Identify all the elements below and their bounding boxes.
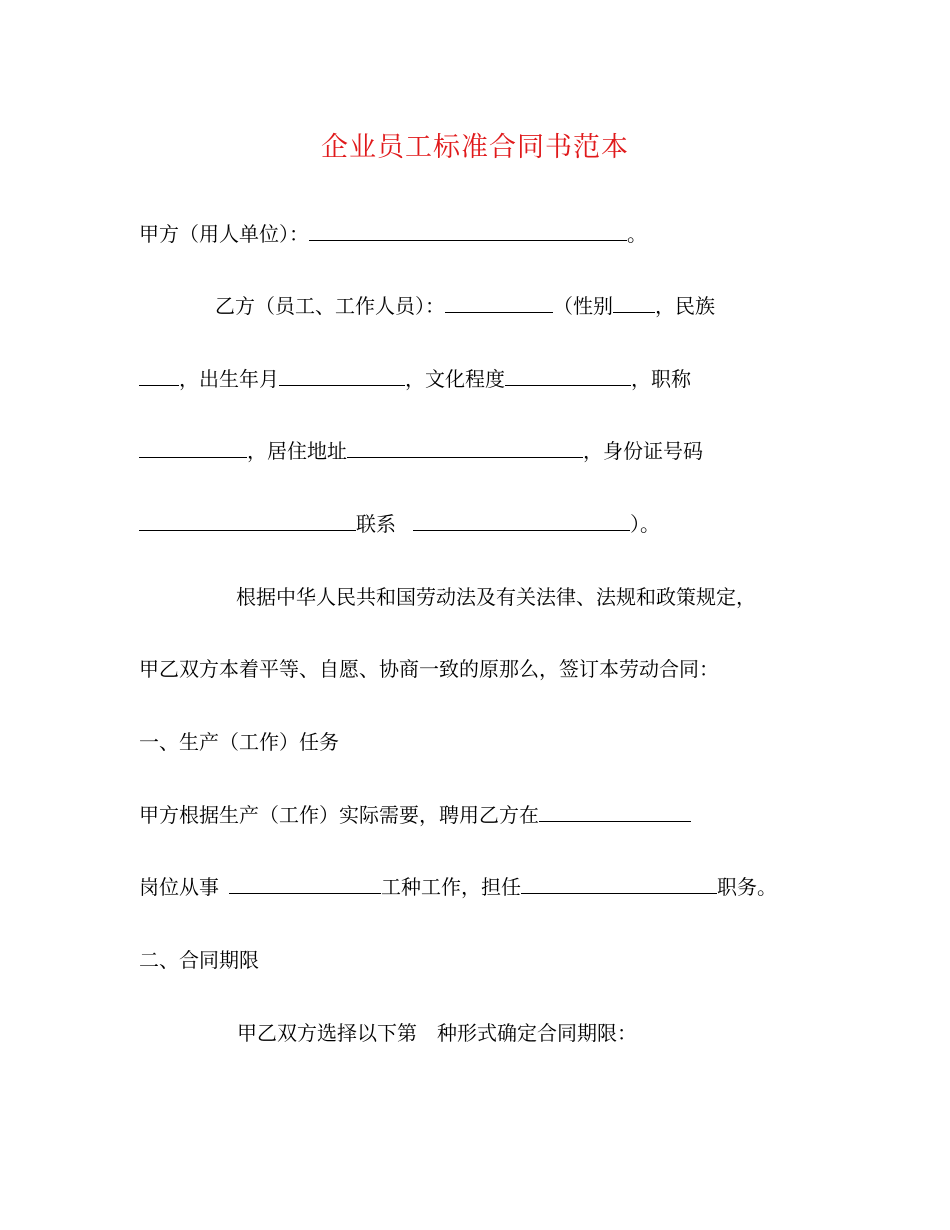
party-a-label: 甲方（用人单位）： <box>139 222 309 246</box>
work-type-blank <box>229 873 381 894</box>
section-1-line-2-b: 工种工作，担任 <box>381 875 521 899</box>
section-1-line-1 <box>139 800 691 830</box>
section-1-heading: 一、生产（工作）任务 <box>139 730 339 754</box>
party-b-id-blank <box>139 510 356 531</box>
preamble-line-2: 甲乙双方本着平等、自愿、协商一致的原那么，签订本劳动合同： <box>139 657 719 681</box>
duty-blank <box>521 873 717 894</box>
section-2-line-1-a: 甲乙双方选择以下第 <box>237 1021 417 1045</box>
preamble-line-1: 根据中华人民共和国劳动法及有关法律、法规和政策规定， <box>236 585 756 609</box>
party-b-line-1 <box>215 291 715 321</box>
section-1-line-1-text: 甲方根据生产（工作）实际需要，聘用乙方在 <box>139 803 539 827</box>
party-b-birth-label: ，出生年月 <box>179 367 279 391</box>
party-b-label: 乙方（员工、工作人员）： <box>215 294 445 318</box>
party-b-ethnicity-blank <box>139 365 179 386</box>
party-b-job-title-blank <box>139 437 247 458</box>
party-b-job-title-label: ，职称 <box>631 367 691 391</box>
party-b-address-blank <box>347 437 583 458</box>
party-b-end: ）。 <box>630 512 660 536</box>
party-b-birth-blank <box>279 365 405 386</box>
party-b-ethnicity-label: ，民族 <box>655 294 715 318</box>
party-b-gender-blank <box>613 292 655 313</box>
position-blank <box>539 801 691 822</box>
party-b-address-label: ，居住地址 <box>247 439 347 463</box>
section-2-line-1 <box>237 1018 637 1048</box>
party-b-line-3 <box>139 436 703 466</box>
section-2-heading: 二、合同期限 <box>139 948 259 972</box>
document-title: 企业员工标准合同书范本 <box>321 132 629 163</box>
section-1-line-2-c: 职务。 <box>717 875 777 899</box>
party-b-education-label: ，文化程度 <box>405 367 505 391</box>
party-b-line-2 <box>139 364 691 394</box>
party-a-end: 。 <box>627 222 647 246</box>
party-a-line <box>139 219 647 249</box>
section-2-line-1-b: 种形式确定合同期限： <box>437 1021 637 1045</box>
party-b-name-blank <box>445 292 553 313</box>
section-1-line-2 <box>139 872 777 902</box>
party-b-gender-label: （性别 <box>553 294 613 318</box>
party-b-education-blank <box>505 365 631 386</box>
party-b-contact-blank <box>413 510 630 531</box>
party-b-line-4 <box>139 509 660 539</box>
party-b-contact-label: 联系 <box>356 512 396 536</box>
party-b-id-label: ，身份证号码 <box>583 439 703 463</box>
party-a-blank <box>309 220 627 241</box>
section-1-line-2-a: 岗位从事 <box>139 875 219 899</box>
